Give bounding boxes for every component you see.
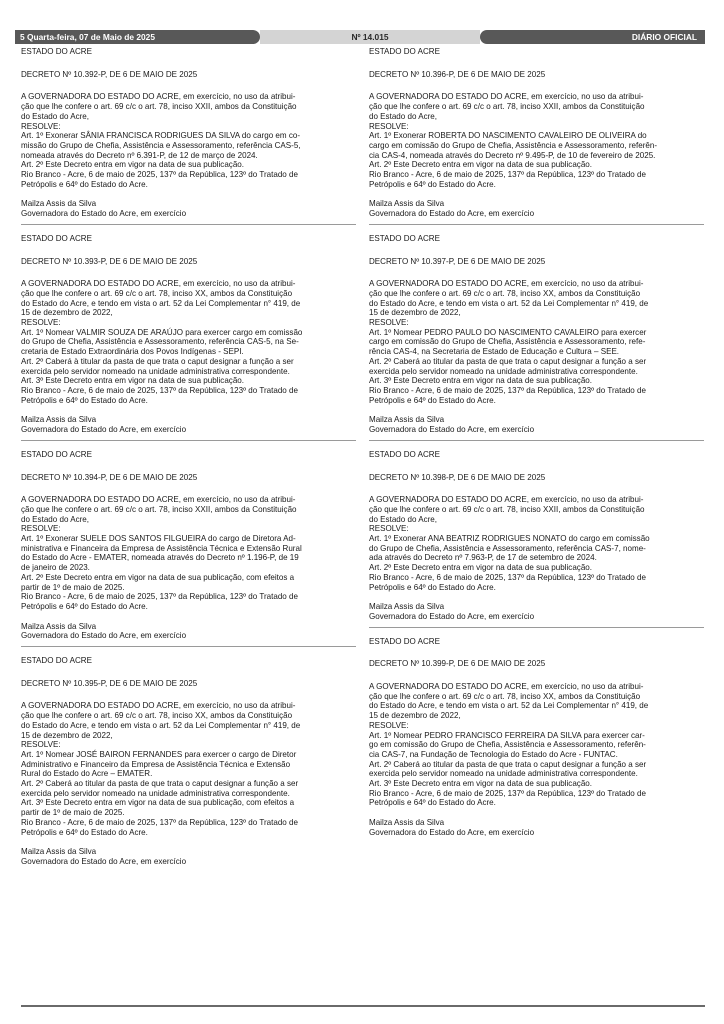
decree-line: cargo em comissão do Grupo de Chefia, Assistência e Assessoramento, refe- <box>369 337 646 347</box>
decree-separator <box>369 440 704 441</box>
decree-block <box>21 234 356 435</box>
decree-title: DECRETO Nº 10.398-P, DE 6 DE MAIO DE 2025 <box>369 472 546 482</box>
decree-line: Art. 3º Este Decreto entra em vigor na data de sua publicação. <box>21 376 245 386</box>
page-header <box>15 30 705 44</box>
decree-signer: Mailza Assis da Silva <box>369 415 445 425</box>
decree-line: do Estado do Acre, <box>369 514 437 524</box>
decree-signer: Mailza Assis da Silva <box>369 199 445 209</box>
decree-signer-role: Governadora do Estado do Acre, em exercício <box>21 425 187 435</box>
decree-line: RESOLVE: <box>369 720 409 730</box>
decree-signer: Mailza Assis da Silva <box>21 415 97 425</box>
decree-line: Administrativo e Financeiro da Empresa de Assistência Técnica e Extensão <box>21 759 291 769</box>
decree-title: DECRETO Nº 10.392-P, DE 6 DE MAIO DE 2025 <box>21 69 198 79</box>
decree-line: do Estado do Acre, e tendo em vista o art. 52 da Lei Complementar n° 419, de <box>21 720 301 730</box>
decree-title: DECRETO Nº 10.393-P, DE 6 DE MAIO DE 2025 <box>21 256 198 266</box>
decree-separator <box>21 224 356 225</box>
decree-title: DECRETO Nº 10.397-P, DE 6 DE MAIO DE 2025 <box>369 256 546 266</box>
decree-line: Art. 1º Exonerar SÂNIA FRANCISCA RODRIGUES DA SILVA do cargo em co- <box>21 131 301 141</box>
decree-block <box>369 637 704 838</box>
decree-line: Art. 3º Este Decreto entra em vigor na data de sua publicação. <box>369 779 593 789</box>
decree-line: RESOLVE: <box>21 524 61 534</box>
decree-line: Rural do Estado do Acre – EMATER. <box>21 769 153 779</box>
left-column <box>21 47 356 867</box>
decree-line: do Estado do Acre, e tendo em vista o art. 52 da Lei Complementar n° 419, de <box>21 298 301 308</box>
decree-line: RESOLVE: <box>21 740 61 750</box>
decree-line: A GOVERNADORA DO ESTADO DO ACRE, em exercício, no uso da atribui- <box>369 682 644 692</box>
decree-line: Art. 2º Este Decreto entra em vigor na data de sua publicação, com efeitos a <box>21 572 295 582</box>
decree-org: ESTADO DO ACRE <box>369 233 440 243</box>
decree-block <box>21 656 356 867</box>
decree-org: ESTADO DO ACRE <box>369 449 440 459</box>
decree-title: DECRETO Nº 10.395-P, DE 6 DE MAIO DE 2025 <box>21 678 198 688</box>
decree-block <box>21 450 356 641</box>
decree-signer: Mailza Assis da Silva <box>21 621 97 631</box>
decree-line: cretaria de Estado Extraordinária dos Povos Indígenas - SEPI. <box>21 347 244 357</box>
decree-signer-role: Governadora do Estado do Acre, em exercício <box>369 209 535 219</box>
decree-block <box>369 234 704 435</box>
decree-signer-role: Governadora do Estado do Acre, em exercício <box>21 631 187 641</box>
decree-line: Rio Branco - Acre, 6 de maio de 2025, 137º da República, 123º do Tratado de <box>21 385 298 395</box>
decree-org: ESTADO DO ACRE <box>369 636 440 646</box>
decree-line: Art. 2º Este Decreto entra em vigor na data de sua publicação. <box>21 160 245 170</box>
decree-title: DECRETO Nº 10.394-P, DE 6 DE MAIO DE 2025 <box>21 472 198 482</box>
decree-line: exercida pelo servidor nomeado na unidade administrativa correspondente. <box>21 366 290 376</box>
decree-line: Petrópolis e 64º do Estado do Acre. <box>21 827 148 837</box>
decree-line: ção que lhe confere o art. 69 c/c o art. 78, inciso XXII, ambos da Constituição <box>21 504 297 514</box>
right-column <box>369 47 704 838</box>
decree-line: exercida pelo servidor nomeado na unidade administrativa correspondente. <box>21 788 290 798</box>
decree-line: Art. 1º Nomear PEDRO PAULO DO NASCIMENTO CAVALEIRO para exercer <box>369 327 647 337</box>
decree-line: Petrópolis e 64º do Estado do Acre. <box>369 395 496 405</box>
decree-line: Art. 2º Este Decreto entra em vigor na data de sua publicação. <box>369 563 593 573</box>
decree-line: RESOLVE: <box>369 524 409 534</box>
bottom-rule <box>21 1005 705 1007</box>
decree-line: RESOLVE: <box>21 318 61 328</box>
decree-line: Rio Branco - Acre, 6 de maio de 2025, 137º da República, 123º do Tratado de <box>369 788 646 798</box>
decree-line: partir de 1º de maio de 2025. <box>21 582 125 592</box>
decree-org: ESTADO DO ACRE <box>21 656 92 666</box>
decree-separator <box>21 646 356 647</box>
decree-line: ministrativa e Financeira da Empresa de Assistência Técnica e Extensão Rural <box>21 543 302 553</box>
decree-line: Art. 1º Nomear JOSÉ BAIRON FERNANDES para exercer o cargo de Diretor <box>21 749 297 759</box>
decree-line: Art. 2º Este Decreto entra em vigor na data de sua publicação. <box>369 160 593 170</box>
decree-line: do Grupo de Chefia, Assistência e Assessoramento, referência CAS-5, na Se- <box>21 337 299 347</box>
decree-line: A GOVERNADORA DO ESTADO DO ACRE, em exercício, no uso da atribui- <box>21 495 296 505</box>
decree-signer-role: Governadora do Estado do Acre, em exercício <box>369 425 535 435</box>
decree-line: Art. 3º Este Decreto entra em vigor na data de sua publicação, com efeitos a <box>21 798 295 808</box>
decree-line: Art. 3º Este Decreto entra em vigor na data de sua publicação. <box>369 376 593 386</box>
decree-block <box>369 450 704 622</box>
decree-line: Rio Branco - Acre, 6 de maio de 2025, 137º da República, 123º do Tratado de <box>21 170 298 180</box>
decree-line: Art. 1º Nomear PEDRO FRANCISCO FERREIRA DA SILVA para exercer car- <box>369 730 645 740</box>
decree-line: Petrópolis e 64º do Estado do Acre. <box>369 179 496 189</box>
decree-block <box>21 47 356 219</box>
decree-line: cargo em comissão do Grupo de Chefia, Assistência e Assessoramento, referên- <box>369 140 658 150</box>
decree-line: A GOVERNADORA DO ESTADO DO ACRE, em exercício, no uso da atribui- <box>21 701 296 711</box>
decree-line: go em comissão do Grupo de Chefia, Assistência e Assessoramento, referên- <box>369 740 646 750</box>
decree-line: de janeiro de 2023. <box>21 563 90 573</box>
decree-signer-role: Governadora do Estado do Acre, em exercício <box>369 827 535 837</box>
decree-separator <box>21 440 356 441</box>
decree-org: ESTADO DO ACRE <box>369 47 440 56</box>
decree-line: ada através do Decreto nº 7.963-P, de 17 de setembro de 2024. <box>369 553 597 563</box>
decree-line: Art. 1º Exonerar ROBERTA DO NASCIMENTO CAVALEIRO DE OLIVEIRA do <box>369 131 647 141</box>
decree-line: Art. 2º Caberá ao titular da pasta de que trata o caput designar a função a ser <box>21 779 299 789</box>
decree-line: Petrópolis e 64º do Estado do Acre. <box>369 582 496 592</box>
decree-signer: Mailza Assis da Silva <box>21 847 97 857</box>
decree-signer-role: Governadora do Estado do Acre, em exercício <box>369 611 535 621</box>
decree-line: A GOVERNADORA DO ESTADO DO ACRE, em exercício, no uso da atribui- <box>21 92 296 102</box>
decree-line: Petrópolis e 64º do Estado do Acre. <box>369 798 496 808</box>
decree-separator <box>369 224 704 225</box>
header-date: 5 Quarta-feira, 07 de Maio de 2025 <box>15 30 260 44</box>
decree-line: A GOVERNADORA DO ESTADO DO ACRE, em exercício, no uso da atribui- <box>369 92 644 102</box>
decree-line: 15 de dezembro de 2022, <box>369 308 461 318</box>
decree-line: Rio Branco - Acre, 6 de maio de 2025, 137º da República, 123º do Tratado de <box>369 572 646 582</box>
decree-line: Petrópolis e 64º do Estado do Acre. <box>21 395 148 405</box>
decree-line: cia CAS-4, nomeada através do Decreto nº 9.495-P, de 10 de fevereiro de 2025. <box>369 150 656 160</box>
decree-line: do Estado do Acre, <box>369 111 437 121</box>
decree-signer-role: Governadora do Estado do Acre, em exercício <box>21 209 187 219</box>
decree-line: do Estado do Acre, e tendo em vista o art. 52 da Lei Complementar n° 419, de <box>369 298 649 308</box>
decree-line: partir de 1º de maio de 2025. <box>21 808 125 818</box>
decree-line: RESOLVE: <box>21 121 61 131</box>
decree-separator <box>369 627 704 628</box>
decree-title: DECRETO Nº 10.399-P, DE 6 DE MAIO DE 2025 <box>369 659 546 669</box>
decree-line: 15 de dezembro de 2022, <box>21 308 113 318</box>
decree-signer-role: Governadora do Estado do Acre, em exercício <box>21 857 187 866</box>
decree-org: ESTADO DO ACRE <box>21 449 92 459</box>
decree-line: Petrópolis e 64º do Estado do Acre. <box>21 179 148 189</box>
decree-signer: Mailza Assis da Silva <box>369 602 445 612</box>
decree-line: ção que lhe confere o art. 69 c/c o art. 78, inciso XXII, ambos da Constituição <box>369 504 645 514</box>
decree-line: ção que lhe confere o art. 69 c/c o art. 78, inciso XX, ambos da Constituição <box>369 691 641 701</box>
decree-block <box>369 47 704 219</box>
decree-line: missão do Grupo de Chefia, Assistência e Assessoramento, referência CAS-5, <box>21 140 301 150</box>
decree-line: exercida pelo servidor nomeado na unidade administrativa correspondente. <box>369 366 638 376</box>
decree-org: ESTADO DO ACRE <box>21 233 92 243</box>
decree-line: A GOVERNADORA DO ESTADO DO ACRE, em exercício, no uso da atribui- <box>21 279 296 289</box>
decree-line: ção que lhe confere o art. 69 c/c o art. 78, inciso XXII, ambos da Constituição <box>21 102 297 112</box>
decree-line: ção que lhe confere o art. 69 c/c o art. 78, inciso XX, ambos da Constituição <box>369 288 641 298</box>
decree-line: Rio Branco - Acre, 6 de maio de 2025, 137º da República, 123º do Tratado de <box>369 385 646 395</box>
decree-line: nomeada através do Decreto nº 6.391-P, de 12 de março de 2024. <box>21 150 258 160</box>
decree-signer: Mailza Assis da Silva <box>369 818 445 828</box>
decree-line: Petrópolis e 64º do Estado do Acre. <box>21 601 148 611</box>
decree-line: Art. 2º Caberá ao titular da pasta de que trata o caput designar a função a ser <box>369 356 647 366</box>
decree-line: rência CAS-4, na Secretaria de Estado de Educação e Cultura – SEE. <box>369 347 620 357</box>
decree-title: DECRETO Nº 10.396-P, DE 6 DE MAIO DE 2025 <box>369 69 546 79</box>
decree-line: 15 de dezembro de 2022, <box>369 711 461 721</box>
decree-line: do Estado do Acre, <box>21 111 89 121</box>
decree-line: ção que lhe confere o art. 69 c/c o art. 78, inciso XX, ambos da Constituição <box>21 288 293 298</box>
decree-line: Art. 1º Exonerar ANA BEATRIZ RODRIGUES NONATO do cargo em comissão <box>369 534 650 544</box>
decree-line: 15 de dezembro de 2022, <box>21 730 113 740</box>
decree-org: ESTADO DO ACRE <box>21 47 92 56</box>
decree-line: do Estado do Acre, <box>21 514 89 524</box>
decree-line: Rio Branco - Acre, 6 de maio de 2025, 137º da República, 123º do Tratado de <box>21 817 298 827</box>
decree-line: do Estado do Acre - EMATER, nomeada através do Decreto nº 1.196-P, de 19 <box>21 553 299 563</box>
decree-line: cia CAS-7, na Fundação de Tecnologia do Estado do Acre - FUNTAC. <box>369 749 618 759</box>
decree-signer: Mailza Assis da Silva <box>21 199 97 209</box>
decree-line: Art. 2º Caberá à titular da pasta de que trata o caput designar a função a ser <box>21 356 294 366</box>
decree-line: Art. 1º Nomear VALMIR SOUZA DE ARAÚJO para exercer cargo em comissão <box>21 327 303 337</box>
decree-line: ção que lhe confere o art. 69 c/c o art. 78, inciso XX, ambos da Constituição <box>21 711 293 721</box>
decree-line: do Grupo de Chefia, Assistência e Assessoramento, referência CAS-7, nome- <box>369 543 646 553</box>
decree-line: Art. 1º Exonerar SUELE DOS SANTOS FILGUEIRA do cargo de Diretora Ad- <box>21 534 296 544</box>
decree-line: Art. 2º Caberá ao titular da pasta de que trata o caput designar a função a ser <box>369 759 647 769</box>
decree-line: RESOLVE: <box>369 318 409 328</box>
decree-line: exercida pelo servidor nomeado na unidade administrativa correspondente. <box>369 769 638 779</box>
decree-line: Rio Branco - Acre, 6 de maio de 2025, 137º da República, 123º do Tratado de <box>369 170 646 180</box>
decree-line: ção que lhe confere o art. 69 c/c o art. 78, inciso XXII, ambos da Constituição <box>369 102 645 112</box>
decree-line: RESOLVE: <box>369 121 409 131</box>
decree-line: do Estado do Acre, e tendo em vista o art. 52 da Lei Complementar n° 419, de <box>369 701 649 711</box>
decree-line: A GOVERNADORA DO ESTADO DO ACRE, em exercício, no uso da atribui- <box>369 279 644 289</box>
decree-line: A GOVERNADORA DO ESTADO DO ACRE, em exercício, no uso da atribui- <box>369 495 644 505</box>
header-issue-number: Nº 14.015 <box>260 30 480 44</box>
header-publication-name: DIÁRIO OFICIAL <box>480 30 705 44</box>
decree-line: Rio Branco - Acre, 6 de maio de 2025, 137º da República, 123º do Tratado de <box>21 592 298 602</box>
